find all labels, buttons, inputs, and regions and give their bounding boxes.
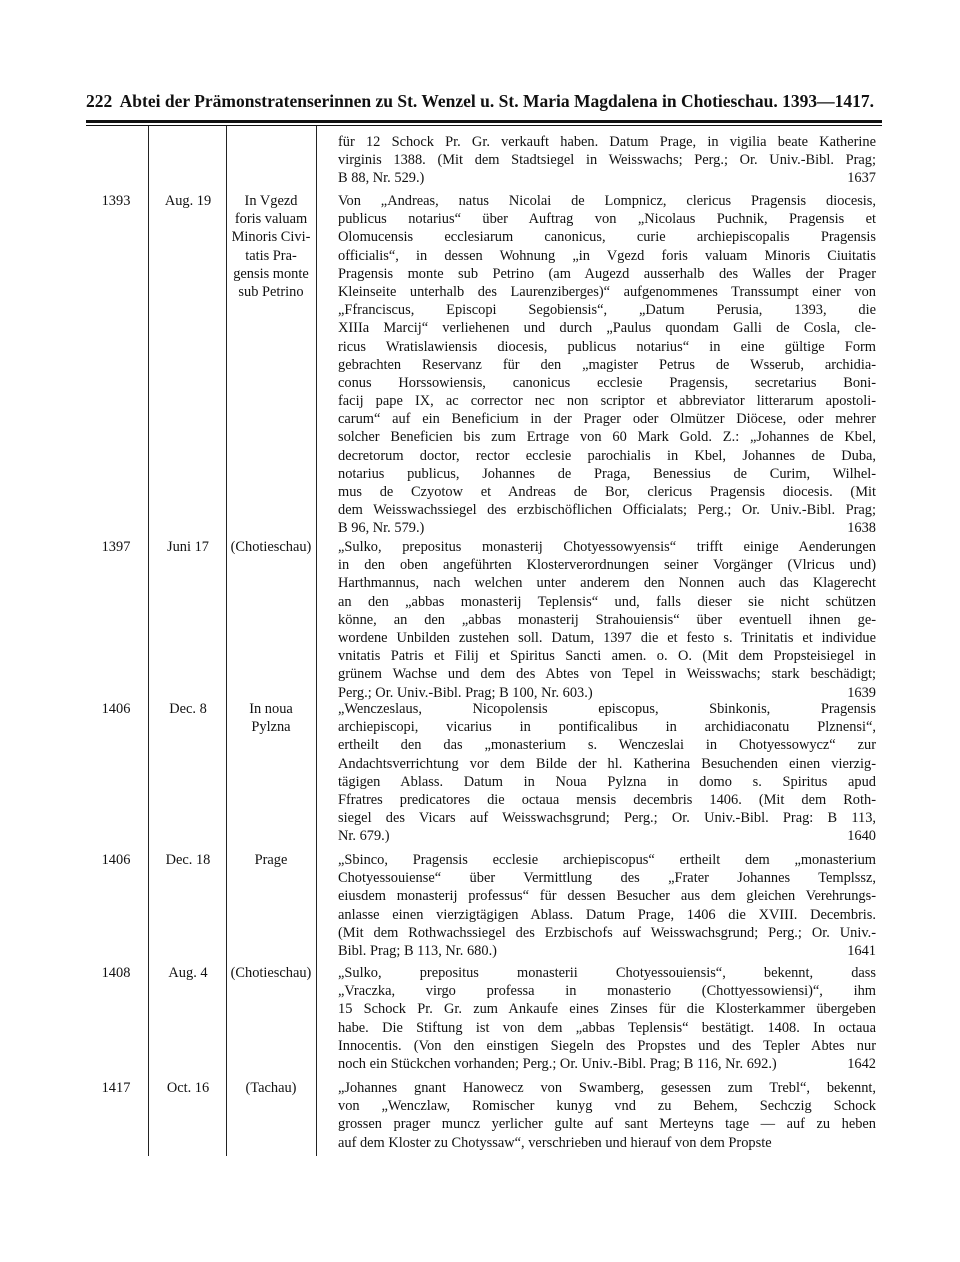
page-header bbox=[86, 88, 882, 114]
entry-place-line: In noua bbox=[249, 701, 293, 717]
entry-text-line: habe. Die Stiftung ist von dem „abbas Teplensis“ bestätigt. 1408. In octaua bbox=[338, 1019, 876, 1036]
entry-text-line: „Johannes gnant Hanowecz von Swamberg, gesessen zum Trebl“, bekennt, bbox=[338, 1080, 876, 1096]
entry-place-line: tatis Pra- bbox=[245, 247, 297, 264]
regest-number: 1641 bbox=[847, 942, 876, 959]
entry-text-line: mus de Czyotow et Andreas de Bor, clericus Pragensis diocesis. (Mit bbox=[338, 484, 876, 500]
column-divider-year bbox=[148, 126, 149, 1156]
entry-year: 1406 bbox=[101, 852, 131, 868]
entry-text-line: Perg.; Or. Univ.-Bibl. Prag; B 100, Nr. 603.) 1639 bbox=[338, 684, 876, 701]
entry-place-line: (Chotieschau) bbox=[230, 965, 312, 981]
entry-date: Dec. 18 bbox=[165, 852, 211, 868]
entry-place-line: (Tachau) bbox=[245, 1080, 297, 1096]
entry-date: Aug. 19 bbox=[164, 193, 212, 209]
entry-text-line: solcher Beneficien bis zum Ertrage von 60 Mark Gold. Z.: „Johannes de Kbel, bbox=[338, 429, 876, 446]
entry-text-line: „Sulko, prepositus monasterii Chotyessouiensis“, bekennt, dass bbox=[338, 965, 876, 981]
entry-text-line: Von „Andreas, natus Nicolai de Lompnicz, clericus Pragensis diocesis, bbox=[338, 193, 876, 209]
entry-date: Aug. 4 bbox=[168, 965, 208, 981]
entry-text-line: decretorum doctor, rector ecclesie parochialis in Kbel, Johannes de Duba, bbox=[338, 447, 876, 464]
entry-place-line: Pylzna bbox=[251, 719, 291, 736]
entry-year: 1408 bbox=[101, 965, 131, 981]
entry-text-line: facij pape IX, ac corrector nec non scriptor et abbreviator litterarum apostoli- bbox=[338, 393, 876, 410]
entry-date: Oct. 16 bbox=[166, 1080, 210, 1096]
entry-text-line: archiepiscopi, vicarius in pontificalibus in archidiaconatu Plznensi“, bbox=[338, 719, 876, 736]
entry-text-line: auf dem Kloster zu Chotyssaw“, verschrieben und hierauf von dem Propste bbox=[338, 1134, 772, 1151]
entry-text-line: „Vraczka, virgo professa in monasterio (Chottyessowiensi)“, ihm bbox=[338, 983, 876, 1000]
entry-text-line: Pragensis monte sub Petrino (am Augezd ausserhalb des Walles der Prager bbox=[338, 265, 876, 282]
header-rule-thick bbox=[86, 120, 882, 123]
entry-text-line: XIIIa Marcij“ verliehenen und durch „Paulus quondam Galli de Cosla, cle- bbox=[338, 320, 876, 337]
entry-text-line: B 88, Nr. 529.) 1637 bbox=[338, 170, 876, 187]
entry-text-line: Chotyessouiense“ über Vermittlung des „Frater Johannes Templssz, bbox=[338, 870, 876, 887]
entry-date: Dec. 8 bbox=[169, 701, 207, 717]
entry-text-line: Bibl. Prag; B 113, Nr. 680.) 1641 bbox=[338, 942, 876, 959]
entry-text-line: Harthmannus, nach welchen unter anderem den Nonnen auch das Klagerecht bbox=[338, 575, 876, 592]
entry-text bbox=[338, 700, 876, 846]
regest-number: 1642 bbox=[847, 1055, 876, 1072]
entry-text-line: von „Wenczlaw, Romischer kunyg vnd zu Behem, Sechczig Schock bbox=[338, 1098, 876, 1115]
entry-text-line: grossen prager muncz yerlicher gulte auf sant Merteyns tage — auf zu heben bbox=[338, 1116, 876, 1133]
entry-text-line: ricus Wratislawiensis diocesis, publicus notarius“ in eine gültige Form bbox=[338, 338, 876, 355]
entry-place-line: Prage bbox=[254, 852, 288, 868]
entry-text-line: eiusdem monasterij professus“ für dessen Besucher aus dem gleichen Verehrungs- bbox=[338, 888, 876, 905]
entry-text-line: wordene Unbilden zustehen soll. Datum, 1397 die et festo s. Trinitatis et individue bbox=[338, 629, 876, 646]
entry-text bbox=[338, 851, 876, 960]
entry-text-line: B 96, Nr. 579.) 1638 bbox=[338, 520, 876, 537]
entry-text-line: „Sulko, prepositus monasterij Chotyessowyensis“ trifft einige Aenderungen bbox=[338, 539, 876, 555]
regest-number: 1639 bbox=[847, 684, 876, 701]
entry-text-line: 15 Schock Pr. Gr. zum Ankaufe eines Zinses für die Klosterkammer übergeben bbox=[338, 1001, 876, 1018]
entry-text-line: publicus notarius“ über Auftrag von „Nicolaus Puchnik, Pragensis et bbox=[338, 211, 876, 228]
entry-text-line: anlasse einen vierzigtägigen Ablass. Datum Prage, 1406 die XVIII. Decembris. bbox=[338, 906, 876, 923]
entry-text-line: für 12 Schock Pr. Gr. verkauft haben. Datum Prage, in vigilia beate Katherine bbox=[338, 134, 876, 150]
entry-text bbox=[338, 1079, 876, 1152]
entry-text-line: noch ein Stückchen vorhanden; Perg.; Or. Univ.-Bibl. Prag; B 116, Nr. 692.) 1642 bbox=[338, 1055, 876, 1072]
entry-text-line: notarius publicus, Johannes de Praga, Benessius de Curim, Wilhel- bbox=[338, 465, 876, 482]
entry-year: 1393 bbox=[101, 193, 131, 209]
entry-place-line: sub Petrino bbox=[238, 284, 304, 300]
regest-number: 1638 bbox=[847, 520, 876, 537]
entry-year: 1417 bbox=[101, 1080, 131, 1096]
entry-text-line: an den „abbas monasterij Teplensis“ und, falls dieser sie nicht schützen bbox=[338, 593, 876, 610]
entry-place-line: In Vgezd bbox=[244, 193, 298, 209]
entry-text bbox=[338, 133, 876, 188]
regest-number: 1640 bbox=[847, 828, 876, 845]
header-rule-thin bbox=[86, 125, 882, 126]
entry-text-line: ertheilt den das „monasterium s. Wenczeslai in Chotyessowycz“ zur bbox=[338, 737, 876, 754]
entry-year: 1406 bbox=[101, 701, 131, 717]
entry-text-line: Innocentis. (Von den einstigen Siegeln des Propstes und des Tepler Abtes nur bbox=[338, 1037, 876, 1054]
entry-text-line: tägigen Ablass. Datum in Noua Pylzna in domo s. Spiritus apud bbox=[338, 773, 876, 790]
entry-place-line: (Chotieschau) bbox=[230, 539, 312, 555]
entry-place-line: foris valuam bbox=[234, 211, 308, 228]
page-number: 222 bbox=[86, 91, 113, 111]
entry-date: Juni 17 bbox=[167, 539, 209, 555]
entry-year: 1397 bbox=[101, 539, 131, 555]
entry-text-line: „Wenczeslaus, Nicopolensis episcopus, Sbinkonis, Pragensis bbox=[338, 701, 876, 717]
entry-text-line: könne, an den „abbas monasterij Strahouiensis“ über eventuell ihnen ge- bbox=[338, 611, 876, 628]
running-title: Abtei der Prämonstratenserinnen zu St. Wenzel u. St. Maria Magdalena in Chotieschau. 1393—1417. bbox=[119, 91, 874, 111]
entry-text-line: dem Weisswachssiegel des erzbischöflichen Officialats; Perg.; Or. Univ.-Bibl. Prag; bbox=[338, 502, 876, 519]
regest-number: 1637 bbox=[847, 170, 876, 187]
entry-text-line: carum“ auf ein Beneficium in der Prager oder Olmützer Diöcese, oder mehrer bbox=[338, 411, 876, 428]
entry-text-line: siegel des Vicars auf Weisswachsgrund; Perg.; Or. Univ.-Bibl. Prag: B 113, bbox=[338, 810, 876, 827]
entry-text-line: grünem Wachse und dem des Abtes von Tepel in Weisswachs; stark beschädigt; bbox=[338, 666, 876, 683]
entry-text-line: Olomucensis ecclesiarum canonicus, curie archiepiscopalis Pragensis bbox=[338, 229, 876, 246]
entry-text-line: „Sbinco, Pragensis ecclesie archiepiscopus“ ertheilt dem „monasterium bbox=[338, 852, 876, 868]
entry-text-line: (Mit dem Rothwachssiegel des Erzbischofs auf Weisswachsgrund; Perg.; Or. Univ.- bbox=[338, 924, 876, 941]
entry-text-line: vnitatis Patris et Filij et Spiritus Sancti amen. o. O. (Mit dem Propsteisiegel in bbox=[338, 648, 876, 665]
entry-text-line: virginis 1388. (Mit dem Stadtsiegel in Weisswachs; Perg.; Or. Univ.-Bibl. Prag; bbox=[338, 152, 876, 169]
entry-text-line: Andachtsverrichtung vor dem Bilde der hl. Katherina Besuchenden einen vierzig- bbox=[338, 755, 876, 772]
entry-text bbox=[338, 964, 876, 1073]
entry-text-line: Nr. 679.) 1640 bbox=[338, 828, 876, 845]
column-divider-place bbox=[316, 126, 317, 1156]
entry-text-line: Kleinseite unterhalb des Laurenziberges)“ aufgenommenes Transsumpt einer von bbox=[338, 283, 876, 300]
entry-text-line: Ffratres predicatores die octaua mensis decembris 1406. (Mit dem Roth- bbox=[338, 791, 876, 808]
entry-text bbox=[338, 192, 876, 538]
entry-text-line: gebrachten Reservanz für den „magister Petrus de Wsserub, archidia- bbox=[338, 356, 876, 373]
entry-text-line: „Ffranciscus, Episcopi Segobiensis“, „Datum Perusia, 1393, die bbox=[338, 302, 876, 319]
entry-place-line: gensis monte bbox=[233, 265, 309, 282]
entry-text-line: conus Horssowiensis, canonicus ecclesie Pragensis, secretarius Boni- bbox=[338, 374, 876, 391]
entry-text-line: officialis“, in dessen Wohnung „in Vgezd foris valuam Minoris Ciuitatis bbox=[338, 247, 876, 264]
entry-text-line: in den oben angeführten Klosterverordnungen seiner Vorgänger (Vlricus und) bbox=[338, 557, 876, 574]
entry-place-line: Minoris Civi- bbox=[231, 229, 311, 246]
entry-text bbox=[338, 538, 876, 702]
